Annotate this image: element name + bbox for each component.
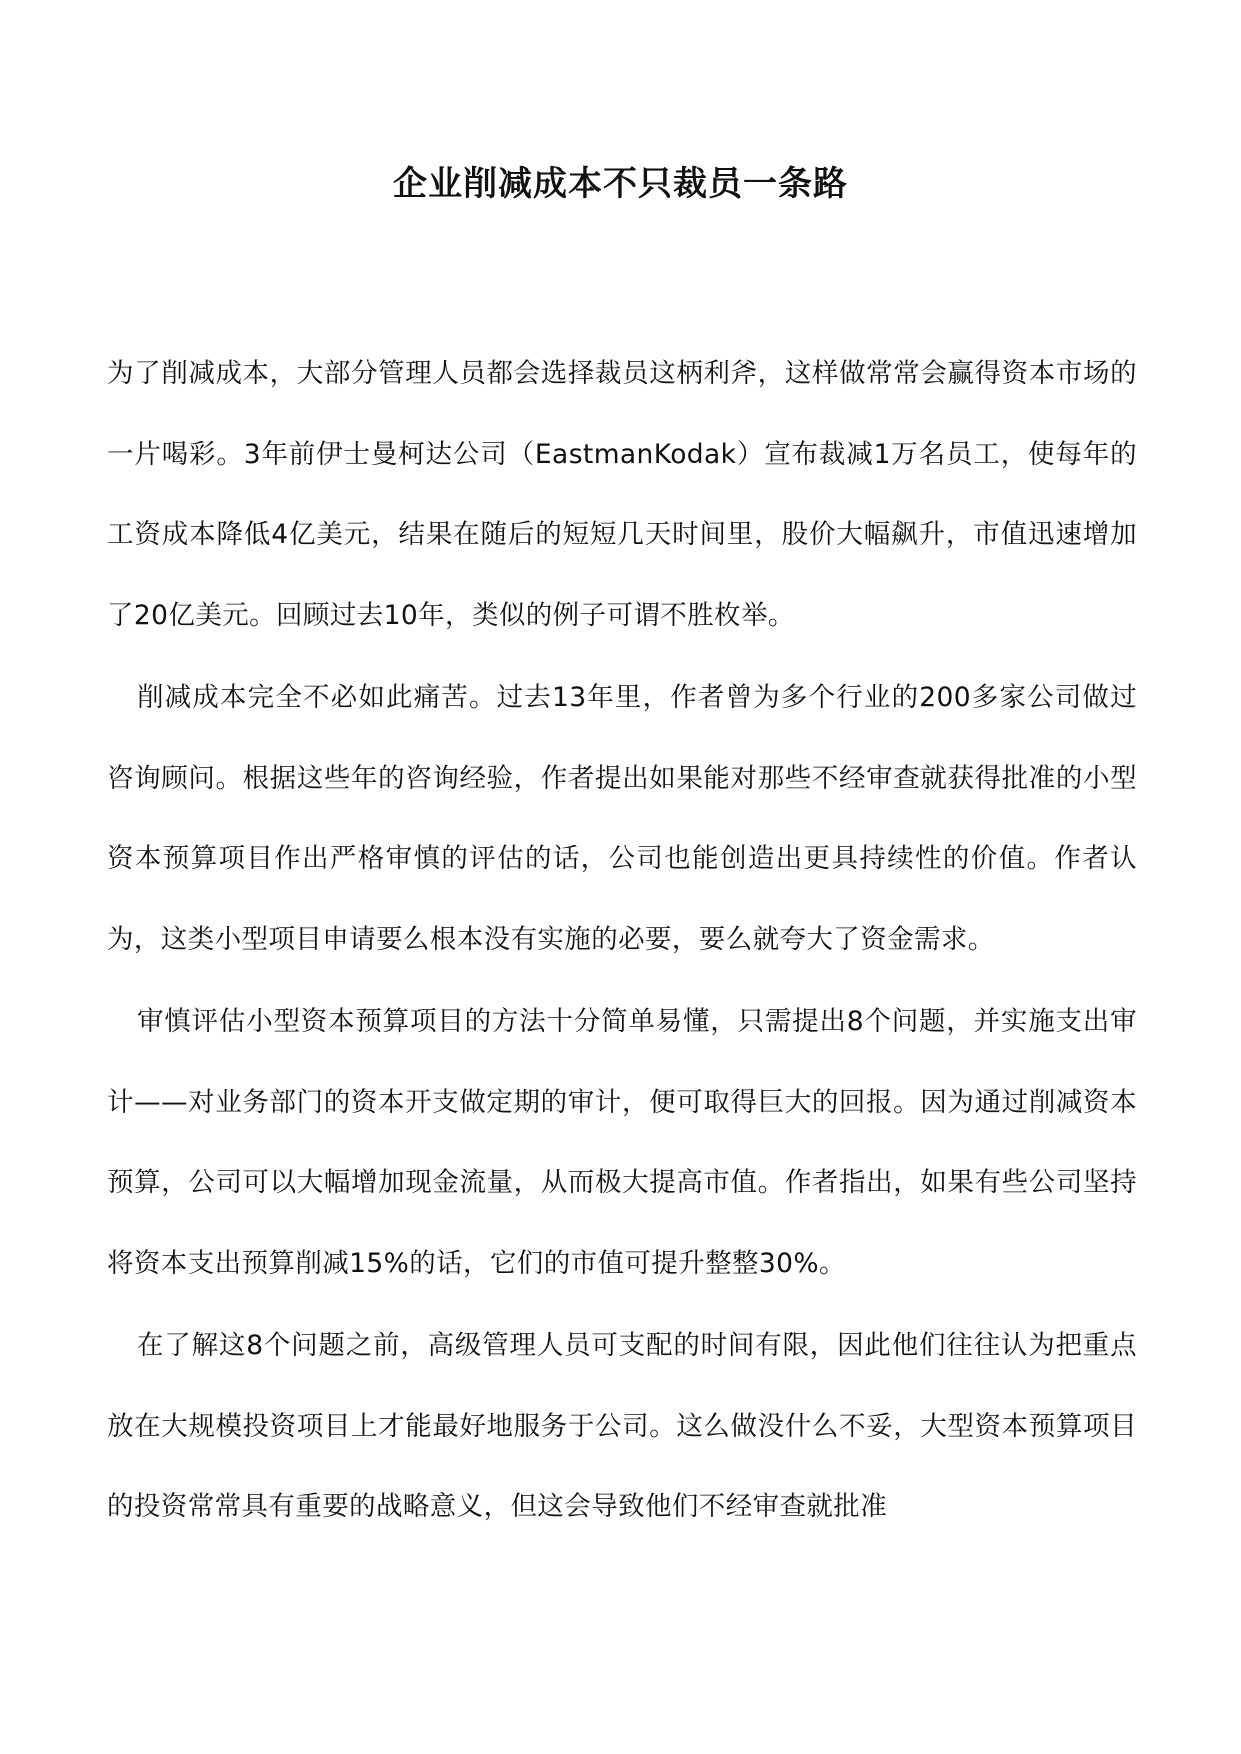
paragraph-evaluation-method: 审慎评估小型资本预算项目的方法十分简单易懂，只需提出8个问题，并实施支出审计——对业务部门的资本开支做定期的审计，便可取得巨大的回报。因为通过削减资本预算，公司可以大幅增加现金流量，从而极大提高市值。作者指出，如果有些公司坚持将资本支出预算削减15%的话，它们的市值可提升整整30%。 xyxy=(107,1006,1137,1279)
document-title: 企业削减成本不只裁员一条路 xyxy=(393,164,848,204)
document-body xyxy=(107,334,1137,1550)
paragraph-consulting-experience: 削减成本完全不必如此痛苦。过去13年里，作者曾为多个行业的200多家公司做过咨询顾问。根据这些年的咨询经验，作者提出如果能对那些不经审查就获得批准的小型资本预算项目作出严格审慎的评估的话，公司也能创造出更具持续性的价值。作者认为，这类小型项目申请要么根本没有实施的必要，要么就夸大了资金需求。 xyxy=(107,682,1137,955)
paragraph-intro: 为了削减成本，大部分管理人员都会选择裁员这柄利斧，这样做常常会赢得资本市场的一片喝彩。3年前伊士曼柯达公司（EastmanKodak）宣布裁减1万名员工，使每年的工资成本降低4亿美元，结果在随后的短短几天时间里，股价大幅飙升，市值迅速增加了20亿美元。回顾过去10年，类似的例子可谓不胜枚举。 xyxy=(107,358,1137,631)
paragraph-eight-questions: 在了解这8个问题之前，高级管理人员可支配的时间有限，因此他们往往认为把重点放在大规模投资项目上才能最好地服务于公司。这么做没什么不妥，大型资本预算项目的投资常常具有重要的战略意义，但这会导致他们不经审查就批准 xyxy=(107,1330,1137,1522)
